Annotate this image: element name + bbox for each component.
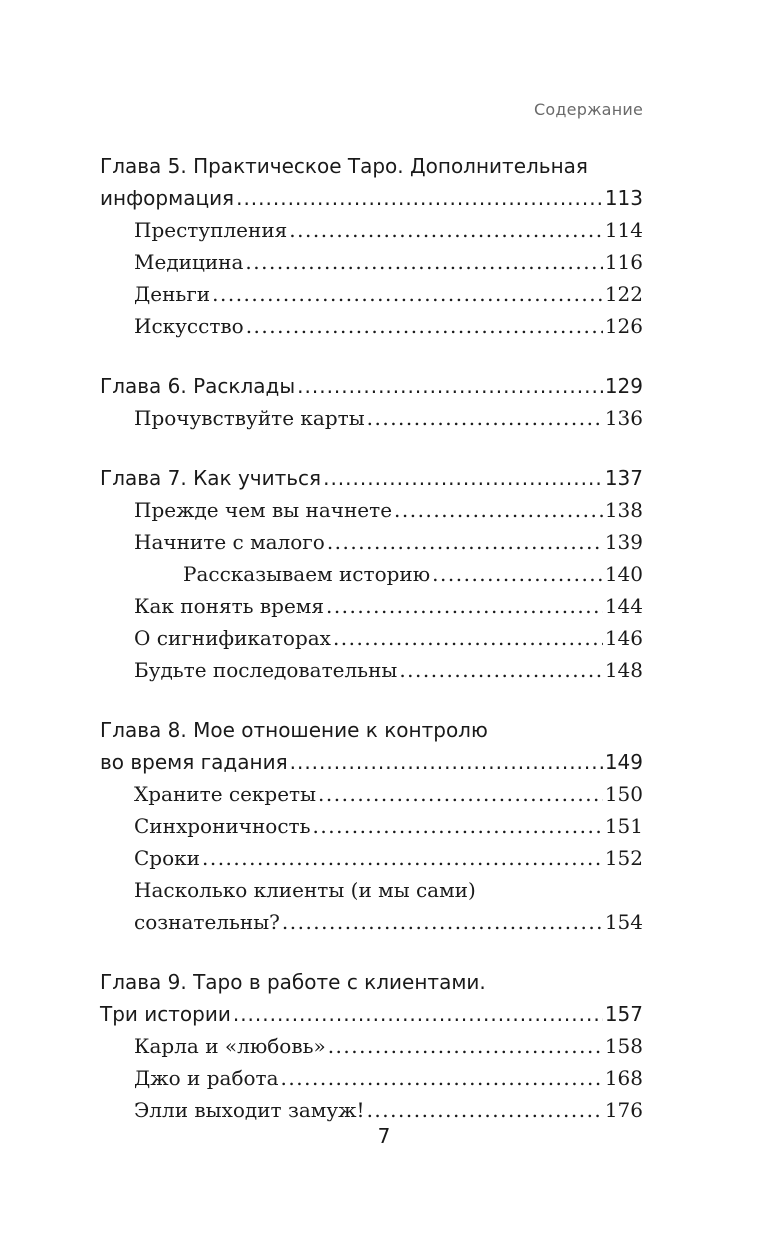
page-ref: 139 <box>604 530 643 554</box>
page-ref: 154 <box>604 910 643 934</box>
entry-title: Синхроничность <box>134 814 311 838</box>
page-ref: 113 <box>604 186 643 210</box>
entry-title: Начните с малого <box>134 530 325 554</box>
page-ref: 140 <box>604 562 643 586</box>
chapter-title-cont: информация <box>100 186 235 210</box>
dot-leader <box>246 310 603 342</box>
toc-entry[interactable] <box>100 778 643 810</box>
toc-entry[interactable] <box>100 810 643 842</box>
dot-leader <box>236 182 603 214</box>
dot-leader <box>212 278 603 310</box>
page-ref: 144 <box>604 594 643 618</box>
chapter-9 <box>100 966 643 1126</box>
dot-leader <box>290 746 603 778</box>
chapter-title: Глава 5. Практическое Таро. Дополнительная <box>100 154 588 178</box>
entry-title: Карла и «любовь» <box>134 1034 326 1058</box>
chapter-entry[interactable] <box>100 370 643 402</box>
entry-title: Искусство <box>134 314 244 338</box>
chapter-6 <box>100 370 643 434</box>
dot-leader <box>297 370 603 402</box>
dot-leader <box>328 1030 603 1062</box>
toc-entry[interactable] <box>100 1094 643 1126</box>
dot-leader <box>367 1094 603 1126</box>
entry-title-first-line: Насколько клиенты (и мы сами) <box>134 878 476 902</box>
entry-title: Как понять время <box>134 594 324 618</box>
dot-leader <box>323 462 603 494</box>
dot-leader <box>399 654 602 686</box>
chapter-title: Глава 6. Расклады <box>100 374 296 398</box>
toc-entry[interactable] <box>100 278 643 310</box>
table-of-contents <box>100 150 643 1154</box>
dot-leader <box>289 214 603 246</box>
dot-leader <box>313 810 603 842</box>
entry-title: Деньги <box>134 282 211 306</box>
running-head: Содержание <box>534 100 643 119</box>
page-ref: 148 <box>604 658 643 682</box>
entry-title: Медицина <box>134 250 244 274</box>
chapter-title-cont: во время гадания <box>100 750 288 774</box>
toc-entry[interactable] <box>100 310 643 342</box>
entry-title: Элли выходит замуж! <box>134 1098 365 1122</box>
toc-entry[interactable] <box>100 246 643 278</box>
toc-entry[interactable] <box>100 906 643 938</box>
page-ref: 116 <box>604 250 643 274</box>
chapter-title-cont: Три истории <box>100 1002 231 1026</box>
toc-entry-nested[interactable] <box>100 558 643 590</box>
entry-title: Преступления <box>134 218 288 242</box>
entry-title: Сроки <box>134 846 200 870</box>
chapter-8 <box>100 714 643 938</box>
page-ref: 176 <box>604 1098 643 1122</box>
toc-entry[interactable] <box>100 494 643 526</box>
toc-entry[interactable] <box>100 590 643 622</box>
chapter-title: Глава 7. Как учиться <box>100 466 322 490</box>
page-ref: 138 <box>604 498 643 522</box>
page-ref: 129 <box>604 374 643 398</box>
entry-title: Джо и работа <box>134 1066 279 1090</box>
dot-leader <box>367 402 603 434</box>
page-ref: 152 <box>604 846 643 870</box>
dot-leader <box>394 494 603 526</box>
page-ref: 151 <box>604 814 643 838</box>
toc-entry[interactable] <box>100 526 643 558</box>
toc-entry[interactable] <box>100 402 643 434</box>
chapter-7 <box>100 462 643 686</box>
dot-leader <box>282 906 603 938</box>
chapter-entry[interactable] <box>100 182 643 214</box>
toc-entry[interactable] <box>100 214 643 246</box>
page-ref: 146 <box>604 626 643 650</box>
dot-leader <box>326 590 603 622</box>
dot-leader <box>333 622 603 654</box>
page-ref: 150 <box>604 782 643 806</box>
entry-title: Прочувствуйте карты <box>134 406 365 430</box>
toc-entry[interactable] <box>100 1062 643 1094</box>
dot-leader <box>233 998 603 1030</box>
page-ref: 168 <box>604 1066 643 1090</box>
dot-leader <box>318 778 603 810</box>
toc-entry[interactable] <box>100 1030 643 1062</box>
page-ref: 157 <box>604 1002 643 1026</box>
entry-title: О сигнификаторах <box>134 626 331 650</box>
entry-title: Будьте последовательны <box>134 658 398 682</box>
chapter-5 <box>100 150 643 342</box>
dot-leader <box>281 1062 603 1094</box>
page-ref: 136 <box>604 406 643 430</box>
chapter-title: Глава 8. Мое отношение к контролю <box>100 718 488 742</box>
chapter-title: Глава 9. Таро в работе с клиентами. <box>100 970 486 994</box>
chapter-entry[interactable] <box>100 746 643 778</box>
page-ref: 122 <box>604 282 643 306</box>
page-number: 7 <box>377 1124 391 1148</box>
toc-entry[interactable] <box>100 654 643 686</box>
entry-title: Рассказываем историю <box>183 562 431 586</box>
toc-entry[interactable] <box>100 622 643 654</box>
page-ref: 149 <box>604 750 643 774</box>
page-ref: 137 <box>604 466 643 490</box>
toc-entry[interactable] <box>100 842 643 874</box>
entry-title: Храните секреты <box>134 782 317 806</box>
chapter-entry[interactable] <box>100 462 643 494</box>
dot-leader <box>202 842 603 874</box>
entry-title: сознательны? <box>134 910 280 934</box>
dot-leader <box>245 246 602 278</box>
chapter-entry[interactable] <box>100 998 643 1030</box>
entry-title: Прежде чем вы начнете <box>134 498 393 522</box>
dot-leader <box>327 526 603 558</box>
page-ref: 158 <box>604 1034 643 1058</box>
page-ref: 126 <box>604 314 643 338</box>
dot-leader <box>432 558 603 590</box>
page-ref: 114 <box>604 218 643 242</box>
